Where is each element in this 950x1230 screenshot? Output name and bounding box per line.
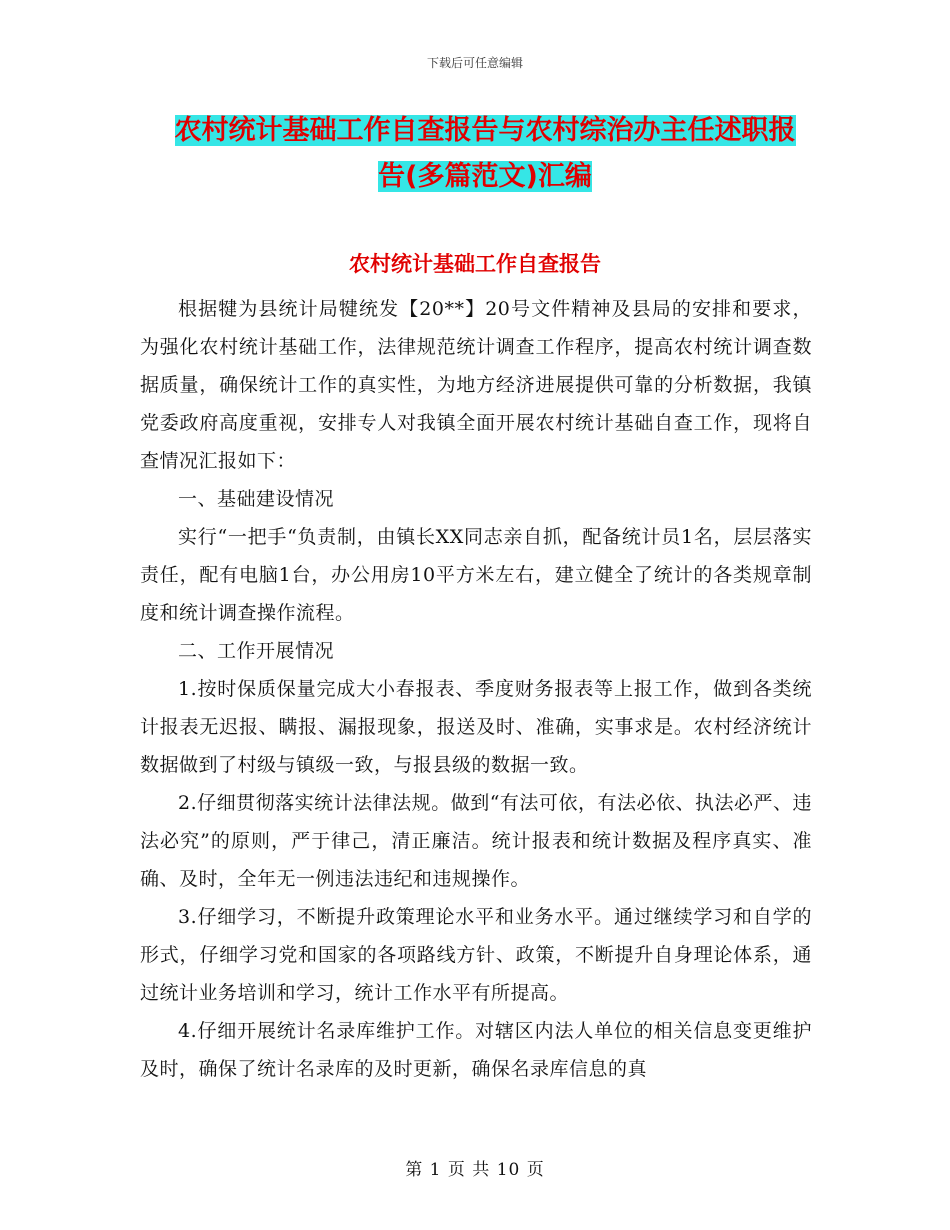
paragraph-intro: 根据犍为县统计局犍统发【20**】20号文件精神及县局的安排和要求，为强化农村统计基础工作，法律规范统计调查工作程序，提高农村统计调查数据质量，确保统计工作的真实性，为地方经济进展提供可靠的分析数据，我镇党委政府高度重视，安排专人对我镇全面开展农村统计基础自查工作，现将自查情况汇报如下： [140, 298, 812, 472]
section-title: 农村统计基础工作自查报告 [349, 252, 601, 276]
paragraph-item-1: 1.按时保质保量完成大小春报表、季度财务报表等上报工作，做到各类统计报表无迟报、瞒报、漏报现象，报送及时、准确，实事求是。农村经济统计数据做到了村级与镇级一致，与报县级的数据一致。 [140, 678, 812, 776]
document-body [140, 290, 812, 1088]
paragraph-basic-construction: 实行“一把手“负责制，由镇长XX同志亲自抓，配备统计员1名，层层落实责任，配有电脑1台，办公用房10平方米左右，建立健全了统计的各类规章制度和统计调查操作流程。 [140, 526, 812, 624]
paragraph-item-2: 2.仔细贯彻落实统计法律法规。做到“有法可依，有法必依、执法必严、违法必究”的原则，严于律己，清正廉洁。统计报表和统计数据及程序真实、准确、及时，全年无一例违法违纪和违规操作。 [140, 792, 812, 890]
paragraph-item-3: 3.仔细学习，不断提升政策理论水平和业务水平。通过继续学习和自学的形式，仔细学习党和国家的各项路线方针、政策，不断提升自身理论体系，通过统计业务培训和学习，统计工作水平有所提高。 [140, 906, 812, 1004]
document-title [140, 108, 830, 200]
header-note: 下载后可任意编辑 [426, 56, 523, 70]
document-title-line2: 告(多篇范文)汇编 [378, 161, 592, 192]
page-number-footer: 第 1 页 共 10 页 [405, 1160, 545, 1180]
heading-basic-construction: 一、基础建设情况 [178, 488, 335, 510]
paragraph-item-4: 4.仔细开展统计名录库维护工作。对辖区内法人单位的相关信息变更维护及时，确保了统计名录库的及时更新，确保名录库信息的真 [140, 1020, 812, 1080]
heading-work-progress: 二、工作开展情况 [178, 640, 335, 662]
document-title-line1: 农村统计基础工作自查报告与农村综治办主任述职报 [174, 115, 796, 146]
